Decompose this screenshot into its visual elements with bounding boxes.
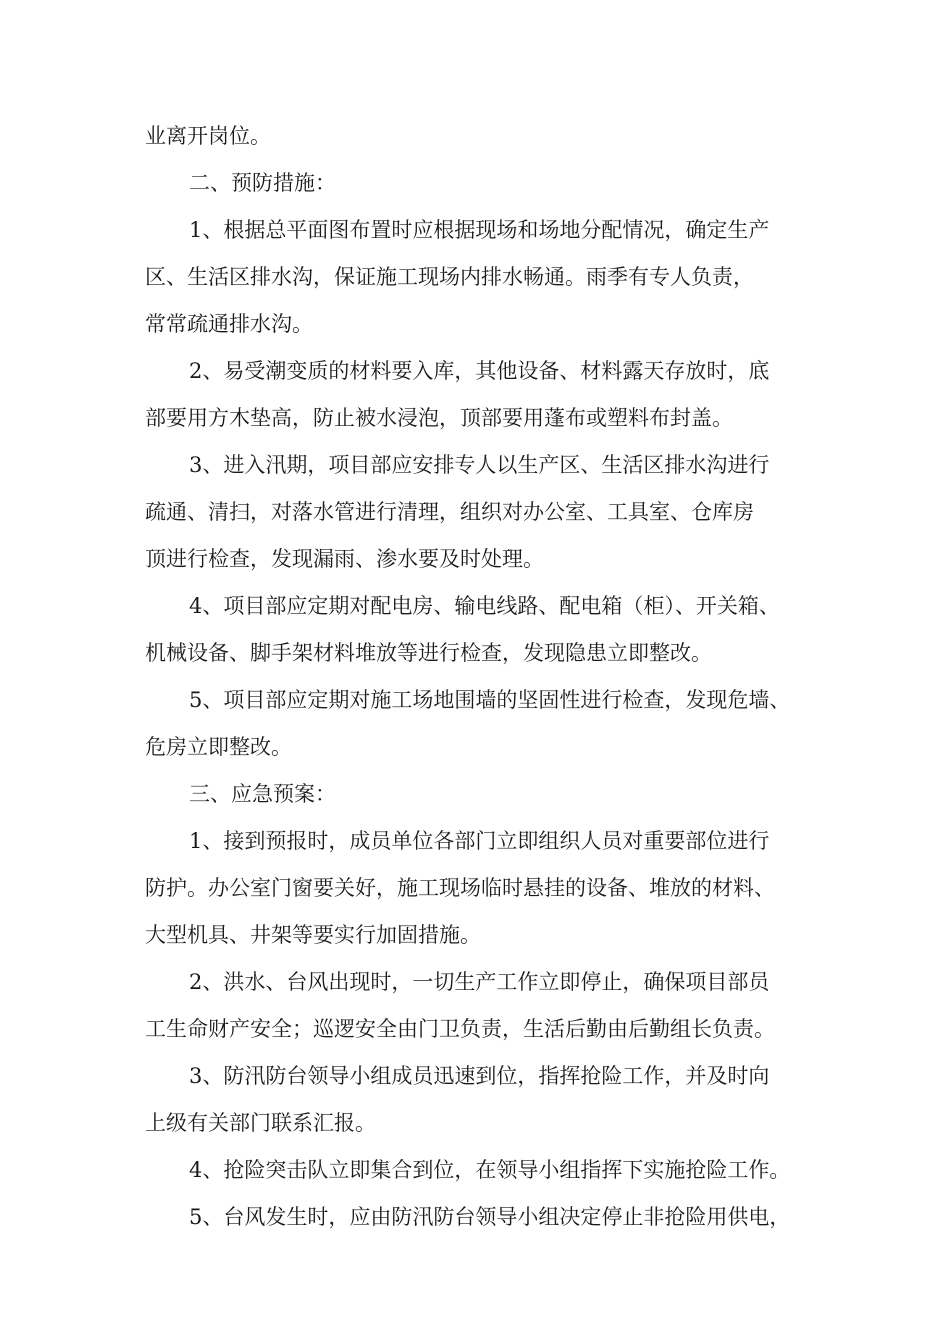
document-body: [145, 113, 825, 1241]
text-line: 大型机具、井架等要实行加固措施。: [145, 923, 481, 947]
paragraph-line: 5、项目部应定期对施工场地围墙的坚固性进行检查，发现危墙、: [189, 688, 791, 712]
text-line: 区、生活区排水沟，保证施工现场内排水畅通。雨季有专人负责，: [145, 265, 754, 289]
paragraph-line: 1、接到预报时，成员单位各部门立即组织人员对重要部位进行: [189, 829, 770, 853]
text-line: 疏通、清扫，对落水管进行清理，组织对办公室、工具室、仓库房: [145, 500, 754, 524]
text-line: 顶进行检查，发现漏雨、渗水要及时处理。: [145, 547, 544, 571]
paragraph-line: 2、易受潮变质的材料要入库，其他设备、材料露天存放时，底: [189, 359, 770, 383]
paragraph-line: 1、根据总平面图布置时应根据现场和场地分配情况，确定生产: [189, 218, 770, 242]
section-heading: 二、预防措施：: [189, 171, 336, 195]
text-line: 常常疏通排水沟。: [145, 312, 313, 336]
paragraph-line: 4、抢险突击队立即集合到位，在领导小组指挥下实施抢险工作。: [189, 1158, 791, 1182]
text-line: 危房立即整改。: [145, 735, 292, 759]
text-line: 机械设备、脚手架材料堆放等进行检查，发现隐患立即整改。: [145, 641, 712, 665]
paragraph-line: 3、防汛防台领导小组成员迅速到位，指挥抢险工作，并及时向: [189, 1064, 770, 1088]
text-line: 工生命财产安全；巡逻安全由门卫负责，生活后勤由后勤组长负责。: [145, 1017, 775, 1041]
text-line: 上级有关部门联系汇报。: [145, 1111, 376, 1135]
paragraph-line: 5、台风发生时，应由防汛防台领导小组决定停止非抢险用供电，: [189, 1205, 791, 1229]
text-line: 部要用方木垫高，防止被水浸泡，顶部要用蓬布或塑料布封盖。: [145, 406, 733, 430]
text-line: 业离开岗位。: [145, 124, 271, 148]
paragraph-line: 3、进入汛期，项目部应安排专人以生产区、生活区排水沟进行: [189, 453, 770, 477]
paragraph-line: 2、洪水、台风出现时，一切生产工作立即停止，确保项目部员: [189, 970, 770, 994]
section-heading: 三、应急预案：: [189, 782, 336, 806]
paragraph-line: 4、项目部应定期对配电房、输电线路、配电箱（柜）、开关箱、: [189, 594, 780, 618]
text-line: 防护。办公室门窗要关好，施工现场临时悬挂的设备、堆放的材料、: [145, 876, 775, 900]
